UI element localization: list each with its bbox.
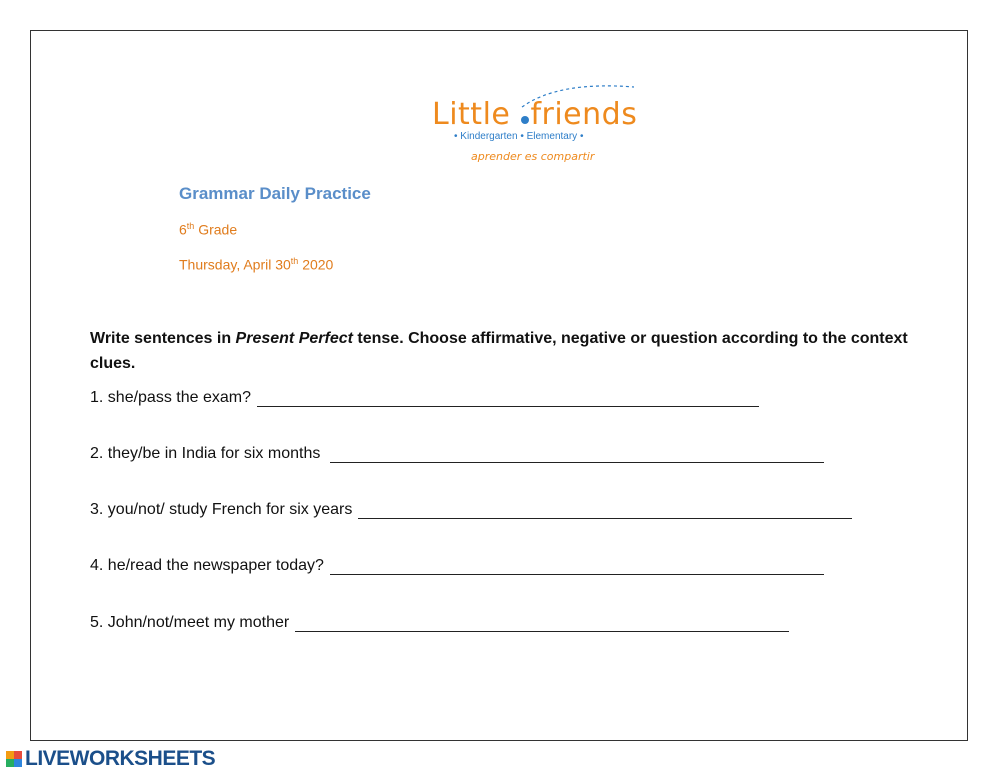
exercise-item-4 xyxy=(90,557,824,575)
exercise-item-1 xyxy=(90,389,759,407)
worksheet-title: Grammar Daily Practice xyxy=(179,184,371,203)
logo-tagline: aprender es compartir xyxy=(471,150,595,163)
answer-input-2[interactable] xyxy=(330,446,824,463)
grade-line xyxy=(179,221,237,238)
date-year: 2020 xyxy=(302,256,334,273)
liveworksheets-wordmark: LIVEWORKSHEETS xyxy=(25,747,216,770)
exercise-item-2 xyxy=(90,445,824,463)
exercise-item-3 xyxy=(90,501,852,519)
instructions-emphasis: Present Perfect xyxy=(235,330,353,347)
logo-dot xyxy=(521,116,529,124)
exercise-prompt: 4. he/read the newspaper today? xyxy=(90,557,324,574)
logo-subtitle: • Kindergarten • Elementary • xyxy=(454,131,584,142)
grade-suffix: th xyxy=(186,221,195,231)
liveworksheets-brand[interactable] xyxy=(6,747,215,771)
exercise-prompt: 2. they/be in India for six months xyxy=(90,445,321,462)
liveworksheets-logo-icon xyxy=(6,751,22,767)
answer-input-1[interactable] xyxy=(257,390,759,407)
logo-word-right: friends xyxy=(530,97,638,132)
date-text: Thursday, April 30 xyxy=(179,256,291,273)
answer-input-3[interactable] xyxy=(358,502,852,519)
exercise-item-5 xyxy=(90,614,789,632)
exercise-prompt: 1. she/pass the exam? xyxy=(90,389,251,406)
date-suffix: th xyxy=(290,256,299,266)
grade-number: 6 xyxy=(179,221,187,238)
answer-input-4[interactable] xyxy=(330,558,824,575)
instructions-part2: tense. Choose affirmative, negative or question according to the context clues. xyxy=(90,330,908,372)
instructions xyxy=(90,326,920,376)
worksheet-page xyxy=(30,30,968,741)
school-logo xyxy=(426,79,666,199)
answer-input-5[interactable] xyxy=(295,615,789,632)
exercise-prompt: 5. John/not/meet my mother xyxy=(90,614,290,631)
exercise-prompt: 3. you/not/ study French for six years xyxy=(90,501,353,518)
instructions-part1: Write sentences in xyxy=(90,330,232,347)
logo-wordmark xyxy=(432,97,637,132)
logo-word-left: Little xyxy=(432,97,511,132)
date-line xyxy=(179,256,333,273)
grade-label: Grade xyxy=(198,221,238,238)
